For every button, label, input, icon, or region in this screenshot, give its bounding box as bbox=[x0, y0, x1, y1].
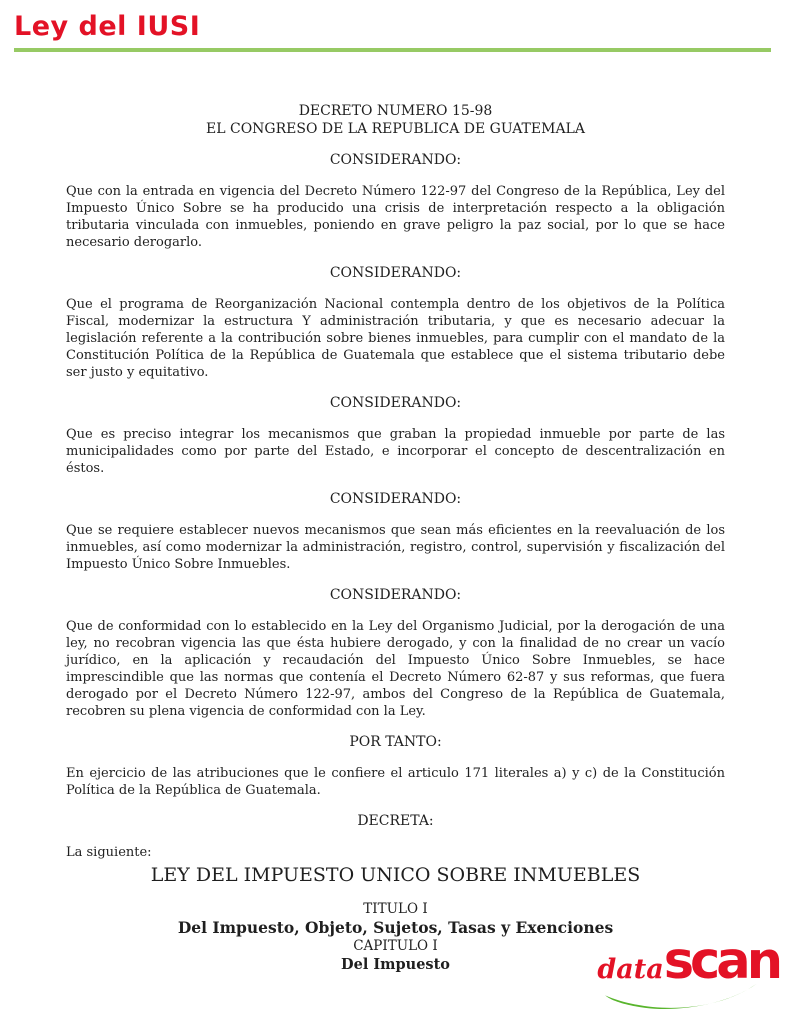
decree-heading bbox=[66, 102, 725, 138]
por-tanto-heading: POR TANTO: bbox=[349, 734, 442, 750]
titulo-subtitle: Del Impuesto, Objeto, Sujetos, Tasas y Exenciones bbox=[177, 918, 614, 937]
considerando-paragraph: Que de conformidad con lo establecido en la Ley del Organismo Judicial, por la derogación de una ley, no recobran vigencia las que ésta hubiere derogado, y con la finalidad de no crear un vacío jurídico, en la aplicación y recaudación del Impuesto Único Sobre Inmuebles, se hace imprescindible que las normas que contenía el Decreto Número 62-87 y sus reformas, que fuera derogado por el Decreto Número 122-97, ambos del Congreso de la República de Guatemala, recobren su plena vigencia de conformidad con la Ley. bbox=[66, 619, 725, 719]
law-title: LEY DEL IMPUESTO UNICO SOBRE INMUEBLES bbox=[150, 864, 641, 886]
considerando-paragraph: Que se requiere establecer nuevos mecanismos que sean más eficientes en la reevaluación de los inmuebles, así como modernizar la administración, registro, control, supervisión y fiscalización del Impuesto Único Sobre Inmuebles. bbox=[66, 523, 725, 572]
capitulo-subtitle: Del Impuesto bbox=[341, 956, 450, 973]
considerando-heading: CONSIDERANDO: bbox=[329, 491, 462, 507]
datascan-logo bbox=[583, 932, 783, 1014]
considerando-paragraph: Que el programa de Reorganización Nacional contempla dentro de los objetivos de la Política Fiscal, modernizar la estructura Y administración tributaria, y que es necesario adecuar la legislación referente a la contribución sobre bienes inmuebles, para cumplir con el mandato de la Constitución Política de la República de Guatemala que establece que el sistema tributario debe ser justo y equitativo. bbox=[66, 297, 725, 380]
page-header bbox=[0, 0, 791, 42]
titulo-heading: TITULO I bbox=[363, 901, 428, 917]
document-body bbox=[0, 52, 791, 974]
page-title: Ley del IUSI bbox=[14, 11, 201, 42]
decreta-heading: DECRETA: bbox=[357, 813, 434, 829]
logo-swoosh-icon bbox=[591, 982, 771, 1012]
la-siguiente-label: La siguiente: bbox=[66, 845, 152, 860]
logo-scan-text: scan bbox=[663, 932, 779, 991]
considerando-paragraph: Que con la entrada en vigencia del Decreto Número 122-97 del Congreso de la República, Ley del Impuesto Único Sobre se ha producido una crisis de interpretación respecto a la obligación tributaria vinculada con inmuebles, poniendo en grave peligro la paz social, por lo que se hace necesario derogarlo. bbox=[66, 184, 725, 250]
considerando-heading: CONSIDERANDO: bbox=[329, 587, 462, 603]
logo-data-text: data bbox=[597, 954, 664, 985]
authority-paragraph: En ejercicio de las atribuciones que le confiere el articulo 171 literales a) y c) de la Constitución Política de la República de Guatemala. bbox=[66, 766, 725, 798]
congress-line: EL CONGRESO DE LA REPUBLICA DE GUATEMALA bbox=[206, 121, 585, 137]
considerando-heading: CONSIDERANDO: bbox=[329, 152, 462, 168]
considerando-paragraph: Que es preciso integrar los mecanismos que graban la propiedad inmueble por parte de las municipalidades como por parte del Estado, e incorporar el concepto de descentralización en éstos. bbox=[66, 427, 725, 476]
considerando-heading: CONSIDERANDO: bbox=[329, 395, 462, 411]
considerando-heading: CONSIDERANDO: bbox=[329, 265, 462, 281]
decree-number-line: DECRETO NUMERO 15-98 bbox=[298, 103, 493, 119]
capitulo-heading: CAPITULO I bbox=[353, 938, 438, 954]
